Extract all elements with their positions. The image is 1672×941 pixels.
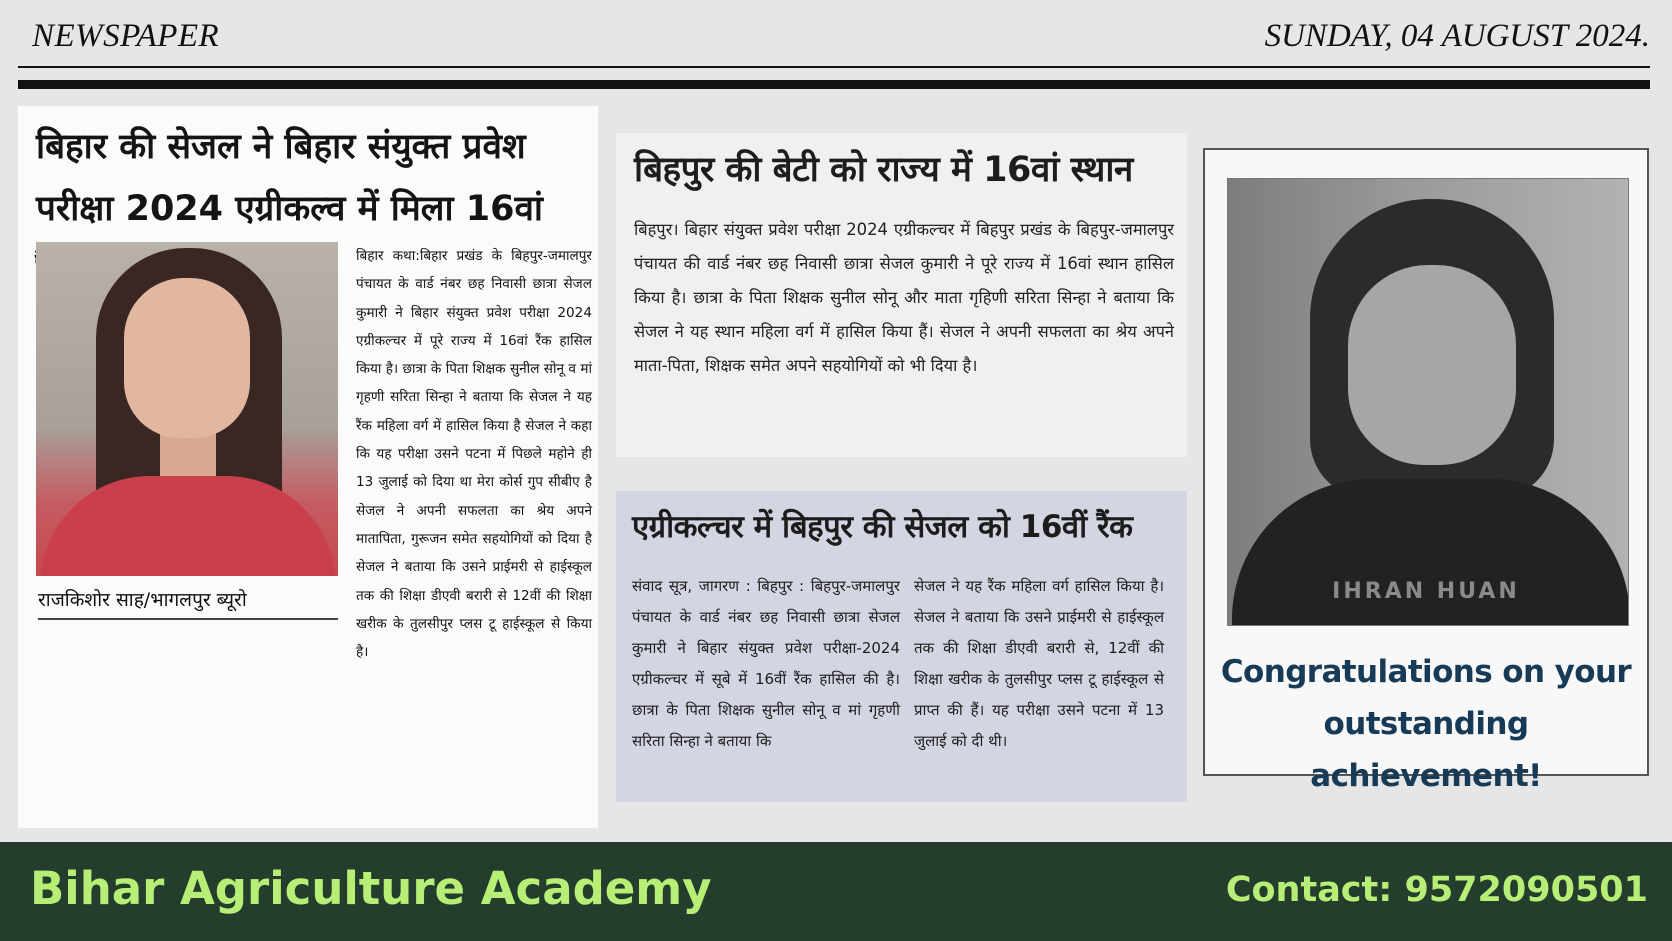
student-portrait-photo — [36, 242, 338, 576]
footer-bar — [0, 842, 1672, 941]
clipping-1-body: बिहार कथा:बिहार प्रखंड के बिहपुर-जमालपुर पंचायत के वार्ड नंबर छह निवासी छात्रा सेजल कुमारी ने बिहार संयुक्त प्रवेश परीक्षा 2024 एग्रीकल्चर में पूरे राज्य में 16वां रैंक हासिल किया है। छात्रा के पिता शिक्षक सुनील सोनू व मां गृहणी सरिता सिन्हा ने बताया कि सेजल ने यह रैंक महिला वर्ग में हासिल किया है सेजल ने कहा कि यह परीक्षा उसने पटना में पिछले महोने ही 13 जुलाई को दिया था मेरा कोर्स गुप सीबीए है सेजल ने अपनी सफलता का श्रेय अपने मातापिता, गुरूजन समेत सहयोगियों को दिया है सेजल ने बताया कि उसने प्राईमरी से हाईस्कूल तक की शिक्षा डीएवी बरारी से 12वीं की शिक्षा खरीक के तुलसीपुर प्लस टू हाईस्कूल से किया है। — [356, 248, 592, 661]
masthead-date: SUNDAY, 04 AUGUST 2024. — [1264, 18, 1650, 54]
congratulations-caption: Congratulations on your outstanding achievement! — [1220, 654, 1632, 794]
clipping-3-headline: एग्रीकल्चर में बिहपुर की सेजल को 16वीं रैंक — [632, 509, 1133, 545]
congratulations-card — [1203, 148, 1649, 794]
student-selfie-photo — [1227, 178, 1629, 626]
clipping-3-column-2: सेजल ने यह रैंक महिला वर्ग हासिल किया है। सेजल ने बताया कि उसने प्राईमरी से हाईस्कूल तक की शिक्षा डीएवी बरारी से, 12वीं की शिक्षा खरीक के तुलसीपुर प्लस टू हाईस्कूल से प्राप्त की हैं। यह परीक्षा उसने पटना में 13 जुलाई को दी थी। — [914, 577, 1164, 750]
news-clipping-3 — [616, 491, 1187, 802]
footer-brand: Bihar Agriculture Academy — [30, 862, 712, 915]
masthead-title: NEWSPAPER — [32, 18, 220, 54]
footer-contact: Contact: 9572090501 — [1225, 870, 1648, 910]
shirt-print-text: IHRAN HUAN — [1332, 579, 1520, 604]
clipping-1-byline: राजकिशोर साह/भागलपुर ब्यूरो — [38, 586, 338, 620]
clipping-1-headline: बिहार की सेजल ने बिहार संयुक्त प्रवेश परीक्षा 2024 एग्रीकल्व में मिला 16वां — [36, 127, 543, 229]
masthead-rule-thin — [18, 66, 1650, 68]
clipping-2-headline: बिहपुर की बेटी को राज्य में 16वां स्थान — [634, 150, 1133, 190]
clipping-2-body: बिहपुर। बिहार संयुक्त प्रवेश परीक्षा 2024 एग्रीकल्चर में बिहपुर प्रखंड के बिहपुर-जमालपुर पंचायत की वार्ड नंबर छह निवासी छात्रा सेजल कुमारी ने पूरे राज्य में 16वां स्थान हासिल किया है। छात्रा के पिता शिक्षक सुनील सोनू और माता गृहिणी सरिता सिन्हा ने बताया कि सेजल ने यह स्थान महिला वर्ग में हासिल किया हैं। सेजल ने अपनी सफलता का श्रेय अपने माता-पिता, शिक्षक समेत अपने सहयोगियों को भी दिया है। — [634, 220, 1174, 375]
news-clipping-1 — [18, 106, 598, 828]
clipping-3-column-1: संवाद सूत्र, जागरण : बिहपुर : बिहपुर-जमालपुर पंचायत के वार्ड नंबर छह निवासी छात्रा सेजल कुमारी ने बिहार संयुक्त प्रवेश परीक्षा-2024 एग्रीकल्चर में सूबे में 16वीं रैंक हासिल की है। छात्रा के पिता शिक्षक सुनील सोनू व मां गृहणी सरिता सिन्हा ने बताया कि — [632, 577, 900, 750]
masthead-rule-thick — [18, 80, 1650, 89]
news-clipping-2 — [616, 133, 1187, 457]
